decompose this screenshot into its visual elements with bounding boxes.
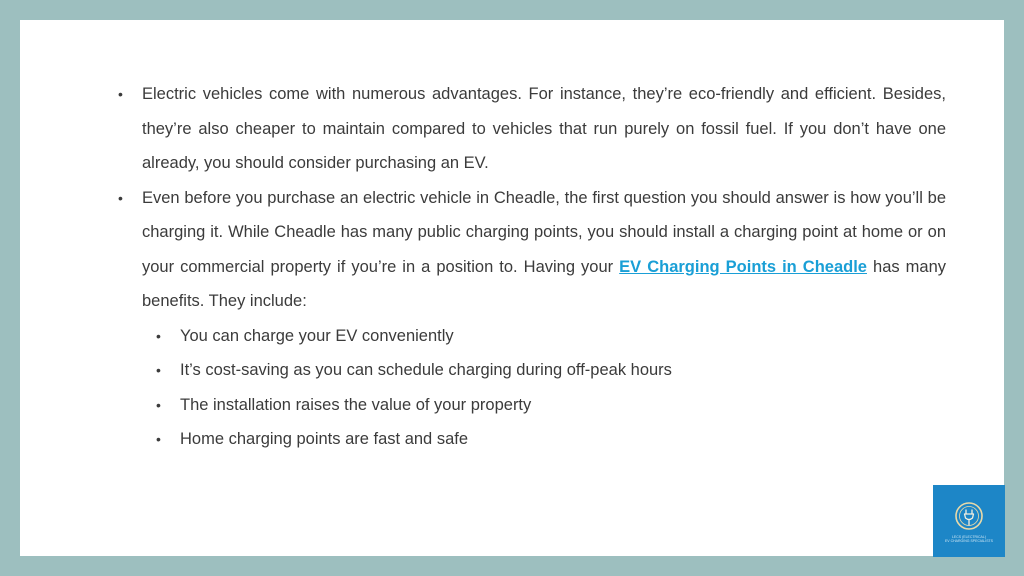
bullet-marker: • (156, 396, 161, 413)
benefit-text: Home charging points are fast and safe (180, 430, 469, 448)
sub-bullet-item (116, 422, 946, 457)
paragraph-text: Even before you purchase an electric vehicle in Cheadle, the first question you should answer is how you’ll be charging it. While Cheadle has many public charging points, you should install a charging point at home or on your commercial property if you’re in a position to. Having your (142, 188, 946, 276)
sub-bullet-item (116, 319, 946, 354)
paragraph-text: has many benefits. They include: (142, 257, 946, 310)
content-body (116, 77, 946, 457)
bullet-marker: • (156, 327, 161, 344)
bullet-marker: • (118, 189, 123, 206)
bullet-marker: • (156, 362, 161, 378)
paragraph-text: Electric vehicles come with numerous advantages. For instance, they’re eco-friendly and efficient. Besides, they’re also cheaper to maintain compared to vehicles that run purely on fossil fuel. If you don’t have one already, you should consider purchasing an EV. (142, 85, 946, 172)
company-logo (933, 485, 1005, 557)
bullet-item (116, 181, 946, 319)
benefit-text: The installation raises the value of your property (180, 395, 532, 414)
bullet-marker: • (156, 431, 161, 447)
ev-charging-points-link[interactable]: EV Charging Points in Cheadle (619, 257, 867, 276)
sub-bullet-item (116, 388, 946, 423)
logo-caption: LECS (ELECTRICAL) EV CHARGING SPECIALISTS (944, 534, 994, 543)
ev-plug-logo-icon (953, 500, 985, 532)
slide (20, 20, 1004, 556)
bullet-marker: • (118, 86, 123, 102)
bullet-item (116, 77, 946, 181)
sub-bullet-item (116, 353, 946, 388)
benefit-text: You can charge your EV conveniently (180, 326, 454, 345)
benefit-text: It’s cost-saving as you can schedule charging during off-peak hours (180, 361, 672, 379)
